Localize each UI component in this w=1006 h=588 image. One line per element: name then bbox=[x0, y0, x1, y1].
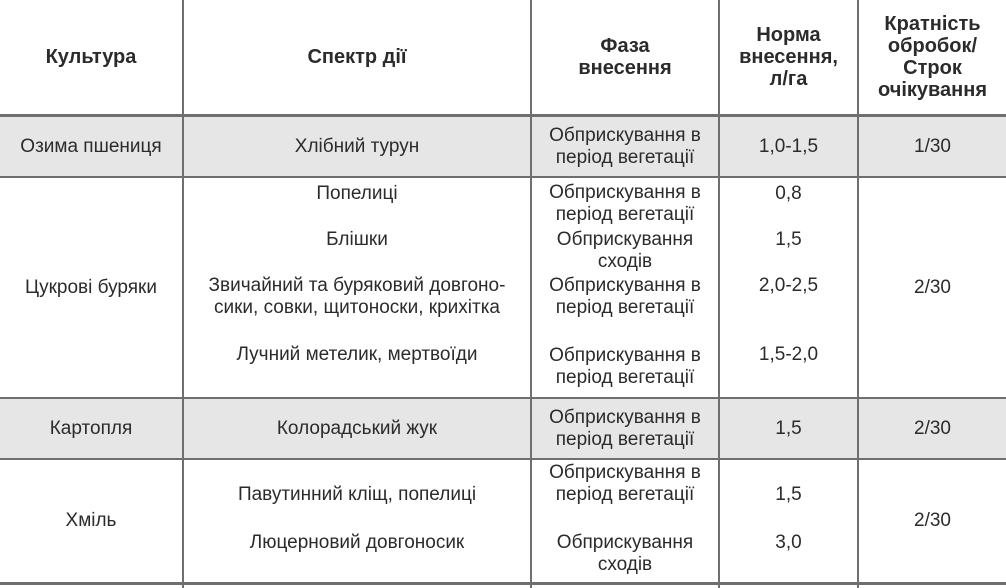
phase-cell: Обприскування сходів bbox=[556, 532, 694, 575]
rate-cell: 3,0 bbox=[775, 532, 802, 553]
phase-cell: Обприскування в період вегетації bbox=[549, 462, 701, 505]
header-crop: Культура bbox=[45, 46, 137, 68]
crop-cell: Цукрові буряки bbox=[25, 276, 157, 298]
rate-cell: 0,8 bbox=[775, 183, 802, 204]
rate-cell: 1,0-1,5 bbox=[758, 135, 819, 157]
header-phase: Фаза внесення bbox=[578, 35, 672, 79]
rate-cell: 2,0-2,5 bbox=[758, 275, 819, 296]
spectrum-cell: Лучний метелик, мертвоїди bbox=[236, 344, 478, 365]
phase-cell: Обприскування в період вегетації bbox=[549, 275, 701, 318]
frequency-cell: 2/30 bbox=[914, 510, 951, 531]
header-rate: Норма внесення, л/га bbox=[739, 24, 838, 90]
phase-cell: Обприскування в період вегетації bbox=[549, 124, 701, 168]
spectrum-cell: Хлібний турун bbox=[294, 135, 420, 157]
crop-cell: Хміль bbox=[65, 510, 117, 531]
rate-cell: 1,5 bbox=[775, 417, 802, 439]
frequency-cell: 1/30 bbox=[914, 135, 951, 157]
phase-cell: Обприскування сходів bbox=[556, 229, 694, 272]
frequency-cell: 2/30 bbox=[914, 417, 951, 439]
spectrum-cell: Колорадський жук bbox=[276, 417, 438, 439]
spectrum-cell: Павутинний кліщ, попелиці bbox=[237, 484, 477, 505]
spectrum-cell: Блішки bbox=[326, 229, 388, 250]
rate-cell: 1,5 bbox=[775, 229, 802, 250]
crop-cell: Картопля bbox=[49, 417, 133, 439]
crop-cell: Озима пшениця bbox=[20, 135, 162, 157]
rate-cell: 1,5 bbox=[775, 484, 802, 505]
spectrum-cell: Попелиці bbox=[316, 183, 398, 204]
header-spectrum: Спектр дії bbox=[307, 46, 407, 68]
header-frequency: Кратність обробок/ Строк очікування bbox=[877, 13, 987, 101]
table-bottom-rule bbox=[0, 582, 1006, 585]
spectrum-cell: Люцерновий довгоносик bbox=[249, 532, 465, 553]
rate-cell: 1,5-2,0 bbox=[758, 344, 819, 365]
spectrum-cell: Звичайний та буряковий довгоно- сики, совки, щитоноски, крихітка bbox=[208, 275, 506, 318]
phase-cell: Обприскування в період вегетації bbox=[549, 182, 701, 225]
phase-cell: Обприскування в період вегетації bbox=[549, 406, 701, 450]
phase-cell: Обприскування в період вегетації bbox=[549, 345, 701, 388]
frequency-cell: 2/30 bbox=[914, 276, 951, 298]
